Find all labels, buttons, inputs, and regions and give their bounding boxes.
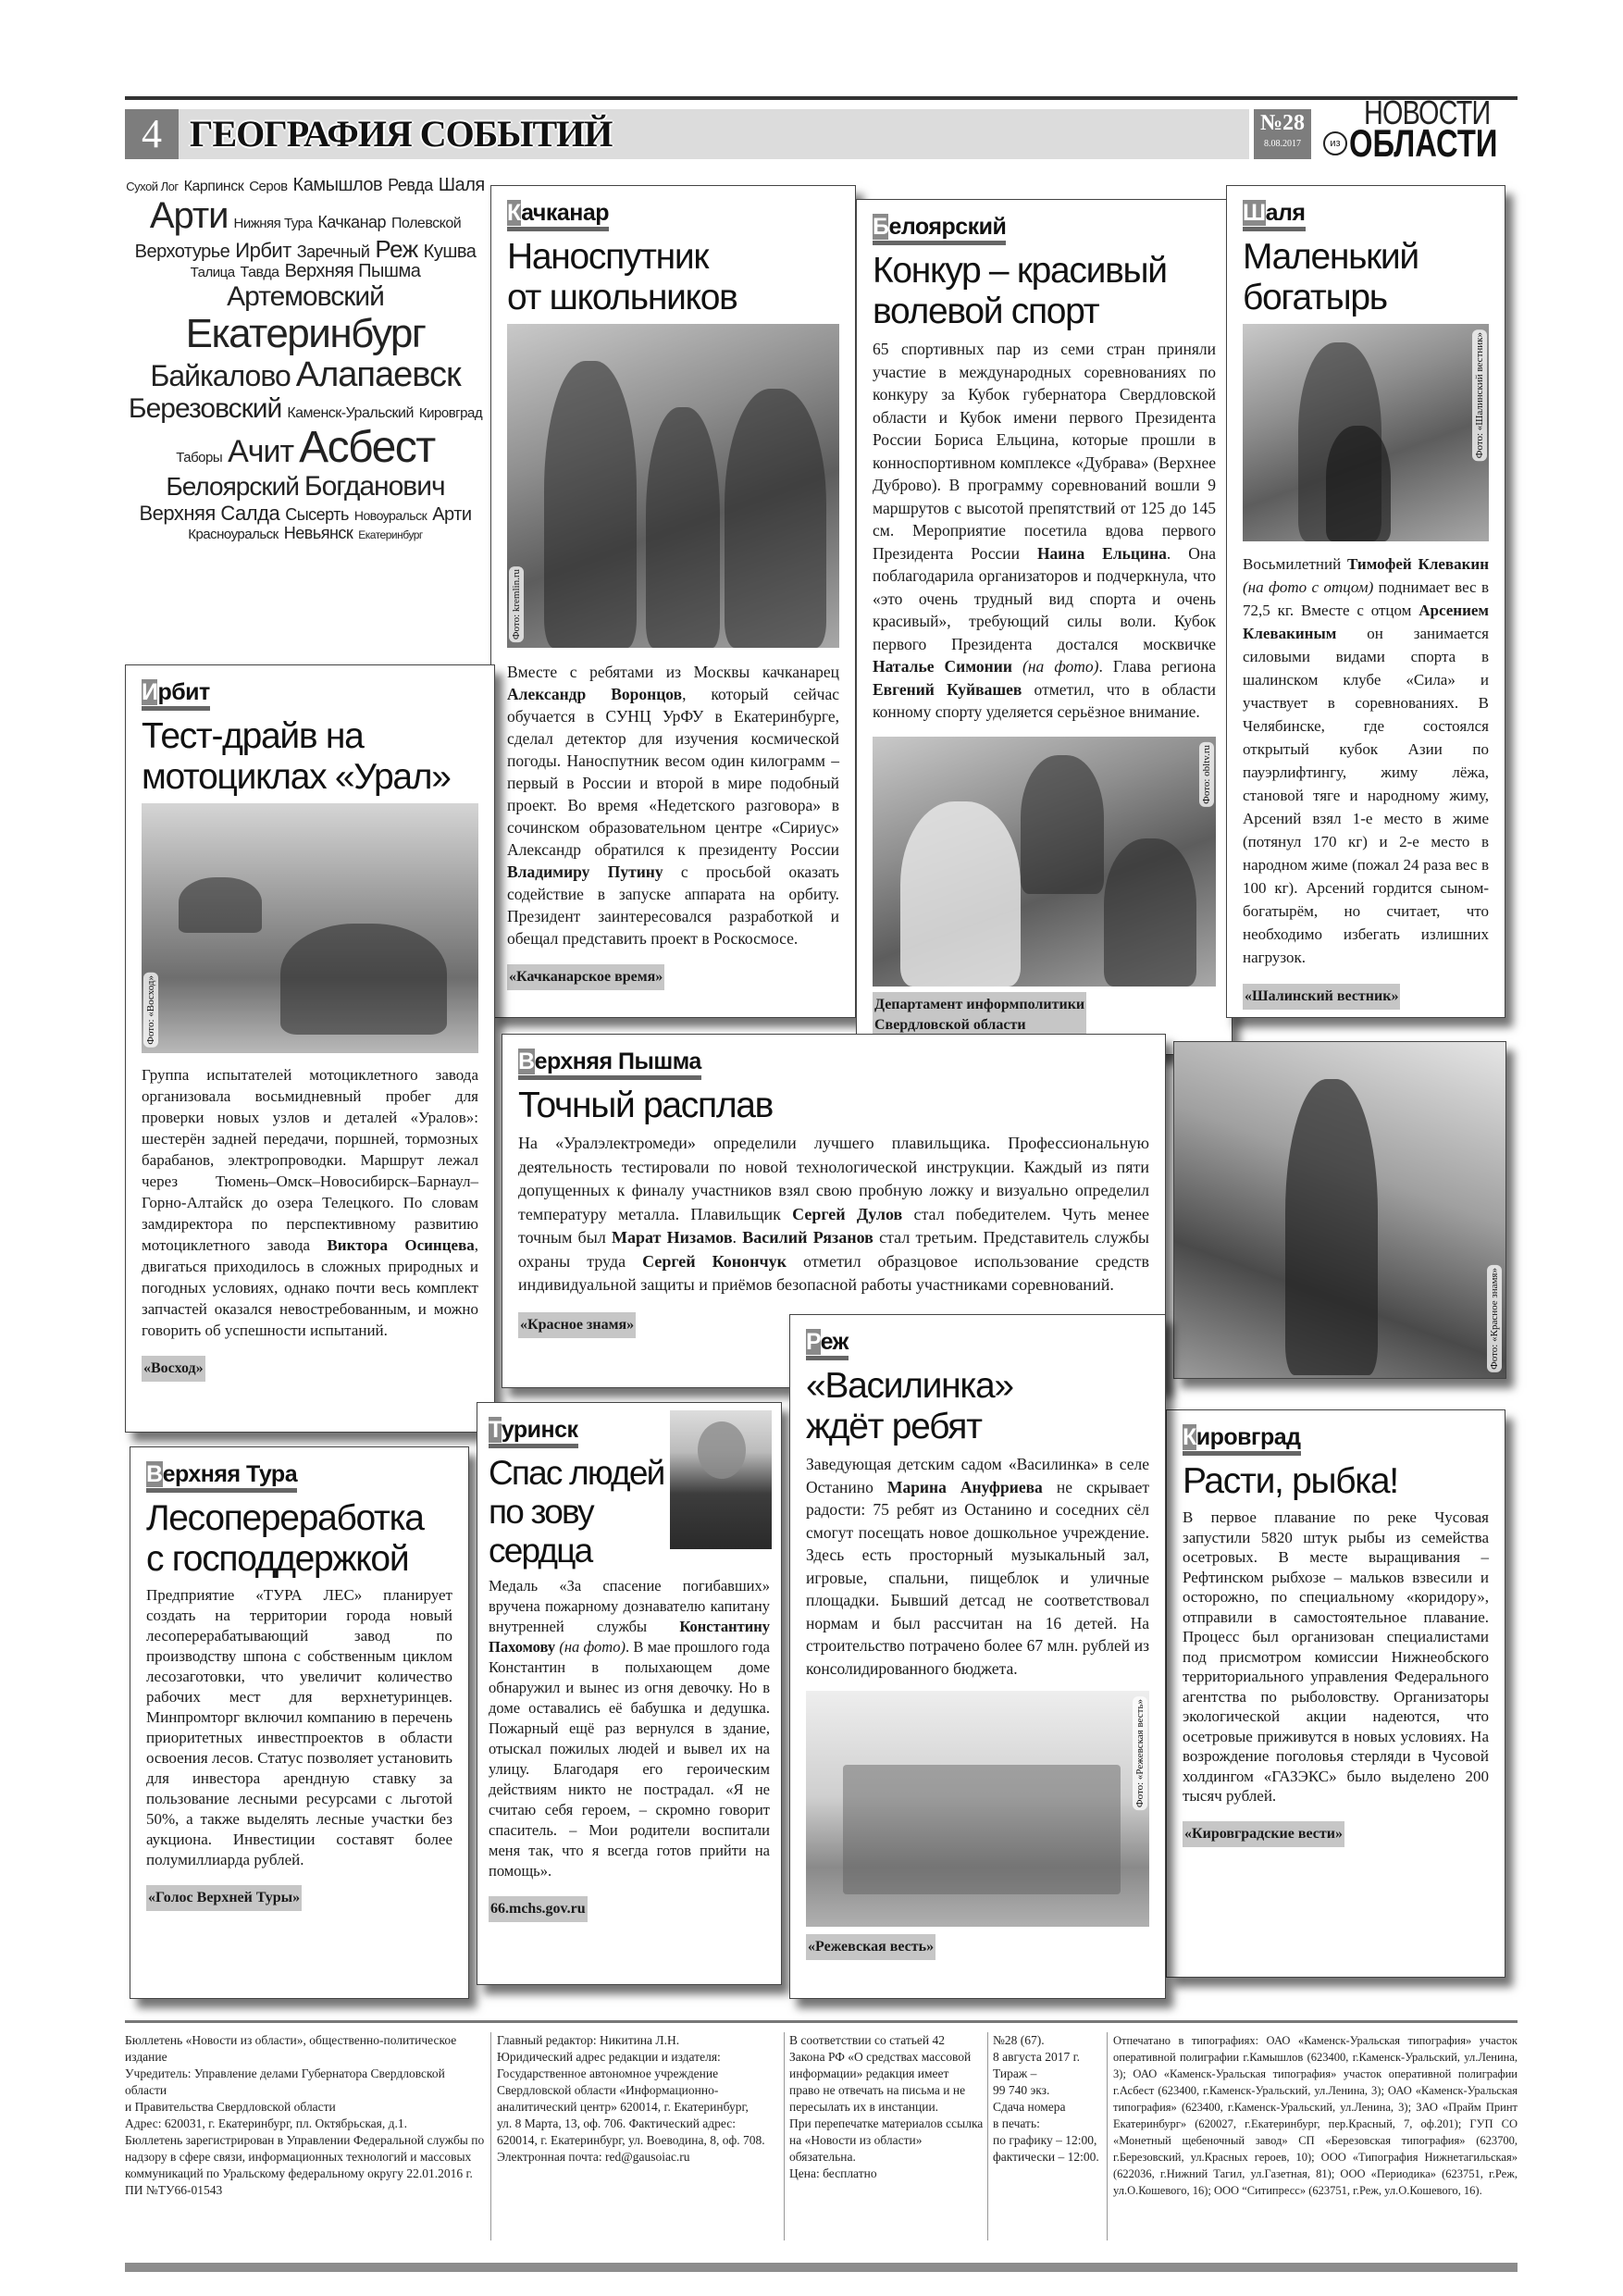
page-number: 4	[125, 109, 179, 159]
imprint-line: Учредитель: Управление делами Губернатора Свердловской области	[125, 2066, 445, 2097]
imprint-line: Сдача номера	[993, 2100, 1066, 2114]
town-label: Верхняя Пышма	[518, 1048, 701, 1080]
imprint-editor	[497, 2032, 779, 2166]
article-body	[142, 1064, 478, 1341]
italic-note: (на фото)	[1022, 657, 1099, 676]
imprint-line: ПИ №ТУ66-01543	[125, 2183, 223, 2197]
text-run: стал победителем. Чуть менее точным был	[518, 1204, 1149, 1247]
bold-name: Сергей Конончук	[642, 1251, 787, 1271]
source-label: Департамент информполитики Свердловской области	[873, 992, 1086, 1038]
logo-top: НОВОСТИ	[1364, 93, 1491, 131]
imprint-line: и Правительства Свердловской области	[125, 2100, 336, 2114]
photo-kindergarten	[806, 1691, 1149, 1927]
divider	[490, 2032, 491, 2240]
imprint-line: Цена: бесплатно	[789, 2166, 877, 2180]
bold-name: Арсением Клевакиным	[1243, 602, 1489, 642]
imprint-line: 99 740 экз.	[993, 2083, 1050, 2097]
bold-name: Тимофей Клевакин	[1347, 555, 1489, 573]
town-label: Туринск	[489, 1416, 578, 1448]
source-label: «Восход»	[142, 1356, 205, 1382]
town-label: Верхняя Тура	[146, 1460, 297, 1493]
cloud-word: Верхняя Пышма	[284, 261, 421, 282]
imprint-line: информации» редакция имеет	[789, 2066, 949, 2080]
town-label: Белоярский	[873, 213, 1006, 245]
text-run: Заведующая детским садом «Василинка» в селе Останино	[806, 1455, 1149, 1496]
cloud-word: Нижняя Тура	[233, 215, 313, 231]
article-body	[507, 661, 839, 949]
cloud-word: Арти	[432, 503, 472, 525]
italic-note: (на фото)	[559, 1638, 626, 1656]
article-beloyarsky	[856, 199, 1233, 1055]
town-label: Шаля	[1243, 199, 1306, 231]
imprint-legal	[789, 2032, 985, 2182]
headline: Тест-драйв на мотоциклах «Урал»	[142, 716, 451, 797]
text-run	[1012, 657, 1022, 676]
article-turinsk	[477, 1402, 782, 1985]
cloud-word: Асбест	[299, 423, 435, 473]
imprint-line: Государственное автономное учреждение	[497, 2066, 719, 2080]
article-body	[146, 1585, 452, 1870]
imprint-line: Отпечатано в типографиях: ОАО «Каменск-Уральская типография» участок оперативной полиграфии г.Камышлов (623400, г.Каменск-Уральский, ул.Ленина, 3); ОАО «Каменск-Уральская типография» участок оперативной полиграфии г.Асбест (623400, г.Каменск-Уральский, ул.Ленина, 3); ОАО «Каменск-Уральская типография» (623400, г.Каменск-Уральский, ул.Ленина, 3); ЗАО «Прайм Принт Екатеринбург» (620027, г.Екатеринбург, пер.Красный, 7, оф.201); ГУП СО «Монетный щебеночный завод» СП «Березовская типография» (623700, г.Березовский, ул.Красных героев, 10); ООО «Типография Нижнетагильская» (622036, г.Нижний Тагил, ул.Газетная, 81); ООО «Периодика» (623751, г.Реж, ул.О.Кошевого, 16); ООО “Ситипресс» (623751, г.Реж, ул.О.Кошевого, 16).	[1113, 2034, 1518, 2197]
cloud-word: Екатеринбург	[358, 528, 423, 542]
text-run: 65 спортивных пар из семи стран приняли участие в международных соревнованиях по конкуру за Кубок губернатора Свердловской области и Кубок имени первого Президента России Бориса Ельцина, которые прошли в конноспортивном комплексе «Дубрава» (Верхнее Дуброво). В программу соревнований вошли 9 маршрутов с высотой препятствий от 125 до 145 см. Мероприятие посетила вдова первого Президента России	[873, 340, 1216, 563]
imprint-line: Бюллетень зарегистрирован в Управлении Федеральной службы по	[125, 2133, 485, 2147]
cloud-word: Артемовский	[227, 280, 384, 312]
imprint-line: 620014, г. Екатеринбург, ул. Воеводина, 8, оф. 708.	[497, 2133, 765, 2147]
source-label[interactable]: 66.mchs.gov.ru	[489, 1896, 588, 1922]
imprint-line: Свердловской области «Информационно-	[497, 2083, 719, 2097]
headline: «Василинка» ждёт ребят	[806, 1366, 1013, 1446]
bold-name: Сергей Дулов	[792, 1204, 903, 1223]
photo-credit: Фото: «Красное знамя»	[1487, 1265, 1502, 1372]
photo-credit: Фото: obltv.ru	[1199, 742, 1214, 807]
cloud-word: Реж	[375, 234, 418, 263]
newspaper-logo	[1316, 93, 1518, 165]
cloud-word: Карпинск	[183, 179, 244, 194]
imprint-line: аналитический центр» 620014, г. Екатеринбург,	[497, 2100, 749, 2114]
cloud-word: Богданович	[304, 471, 445, 503]
imprint-line: Электронная почта: red@gausoiac.ru	[497, 2150, 690, 2164]
bold-name: Александр Воронцов	[507, 685, 683, 703]
cloud-word: Каменск-Уральский	[287, 404, 414, 421]
headline: Маленький богатырь	[1243, 237, 1419, 317]
cloud-word: Ачит	[228, 434, 294, 470]
text-run: На «Уралэлектромеди» определили лучшего плавильщика. Профессиональную деятельность тестировали по новой технологической инструкции. Каждый из пяти допущенных к финалу участников взял свою пробную ложку и визуально определил температуру металла. Плавильщик	[518, 1134, 1149, 1223]
section-title: ГЕОГРАФИЯ СОБЫТИЙ	[190, 113, 613, 155]
cloud-word: Полевской	[391, 215, 462, 231]
imprint-printers	[1113, 2032, 1518, 2199]
cloud-word: Ирбит	[235, 238, 291, 262]
top-rule	[125, 96, 1518, 100]
bold-name: Наталье Симонии	[873, 657, 1012, 676]
town-label: Ирбит	[142, 678, 210, 711]
town-word-cloud	[125, 176, 486, 662]
source-label: «Голос Верхней Туры»	[146, 1885, 302, 1911]
photo-weightlifting	[1243, 324, 1489, 541]
text-run: , двигаться приходилось в сложных природных и погодных условиях, однако почти весь комплект запчастей оказался невостребованным, и можно говорить об успешности испытаний.	[142, 1236, 478, 1339]
article-kirovgrad	[1166, 1409, 1505, 1978]
photo-credit: Фото: «Режевская весть»	[1133, 1696, 1147, 1810]
cloud-word: Белоярский	[166, 472, 299, 502]
text-run: В первое плавание по реке Чусовая запустили 5820 штук рыбы из семейства осетровых. В месте выращивания – Рефтинском рыбхозе – мальков взвесили и осторожно, по специальному «коридору», отправили в самостоятельное плавание. Процесс был организован специалистами под присмотром комиссии Нижнеобского территориального управления Федерального агентства по рыболовству. Организаторы экологической акции надеются, что осетровые приживутся в новых условиях. На возрождение поголовья стерляди в Чусовой холдингом «ГАЗЭКС» было выделено 200 тысяч рублей.	[1183, 1508, 1489, 1805]
imprint-issue	[993, 2032, 1106, 2166]
cloud-word: Камышлов	[292, 175, 383, 195]
text-run: не скрывает радости: 75 ребят из Останино и соседних сёл смогут посещать новое дошкольное учреждение. Здесь есть просторный музыкальный зал, игровые, спальни, пищеблок и уличные площадки. Бывший детсад не соответствовал нормам и был рассчитан на 16 детей. На строительство потрачено более 67 млн. рублей из консолидированного бюджета.	[806, 1477, 1150, 1678]
article-body	[806, 1453, 1149, 1680]
headline: Спас людей по зову сердца	[489, 1454, 664, 1570]
photo-firefighter-portrait	[670, 1410, 772, 1549]
italic-note: (на фото с отцом)	[1243, 578, 1374, 596]
bold-name: Наина Ельцина	[1036, 543, 1167, 563]
text-run: . В мае прошлого года Константин в полыхающем доме обнаружил и вынес из огня девочку. Но в доме оставались её бабушка и дедушка. Пожарный ещё раз вернулся в здание, отыскал пожилых людей и вывел их на улицу. Благодаря его героическим действиям никто не пострадал. «Я не считаю себя героем, – скромно говорит спаситель. – Мои родители воспитали меня так, что я всегда готов прийти на помощь».	[489, 1638, 771, 1880]
photo-students-with-president	[507, 324, 839, 648]
cloud-word: Качканар	[317, 212, 387, 231]
text-run: Медаль «За спасение погибавших» вручена пожарному дознавателю капитану внутренней службы	[489, 1577, 770, 1635]
headline: Лесопереработка с господдержкой	[146, 1498, 424, 1579]
imprint-line: При перепечатке материалов ссылка	[789, 2116, 984, 2130]
article-kachkanar	[490, 185, 856, 1018]
source-label: «Красное знамя»	[518, 1312, 636, 1338]
text-run: Восьмилетний	[1243, 555, 1348, 573]
text-run: с просьбой оказать содействие в запуске аппарата на орбиту. Президент заинтересовался разработкой и обещал представить проект в Роскосмосе.	[507, 863, 839, 948]
imprint-line: пересылать их в инстанции.	[789, 2100, 939, 2114]
imprint-line: коммуникаций по Уральскому федеральному округу 22.01.2016 г.	[125, 2166, 473, 2180]
bold-name: Константину Пахомову	[489, 1618, 770, 1656]
text-run: стал третьим. Представитель службы охраны труда	[518, 1228, 1150, 1271]
divider	[1107, 2032, 1108, 2240]
cloud-word: Сухой Лог	[126, 180, 179, 193]
imprint-line: В соответствии со статьей 42	[789, 2033, 945, 2047]
imprint-line: Главный редактор: Никитина Л.Н.	[497, 2033, 680, 2047]
text-run: .	[732, 1228, 743, 1247]
cloud-word: Красноуральск	[188, 527, 279, 543]
cloud-word: Верхотурье	[134, 241, 230, 262]
imprint-line: Юридический адрес редакции и издателя:	[497, 2050, 721, 2064]
cloud-word: Сысерть	[285, 504, 349, 524]
text-run: . Глава региона	[1098, 657, 1217, 676]
cloud-word: Шаля	[438, 175, 485, 195]
divider	[784, 2032, 785, 2240]
bold-name: Марат Низамов	[612, 1228, 733, 1247]
article-body	[873, 338, 1216, 724]
article-verkhnyaya-tura	[130, 1446, 469, 1999]
cloud-word: Новоуральск	[353, 507, 427, 523]
imprint-line: №28 (67).	[993, 2033, 1045, 2047]
bottom-bar	[125, 2263, 1518, 2272]
text-run: отметил, что в области конному спорту уделяется серьёзное внимание.	[873, 679, 1217, 721]
bold-name: Марина Ануфриева	[886, 1477, 1043, 1496]
cloud-word: Кировград	[418, 404, 483, 421]
cloud-word: Тавда	[240, 265, 279, 281]
text-run: Предприятие «ТУРА ЛЕС» планирует создать на территории города новый лесоперерабатывающий завод по производству шпона с собственным циклом лесозаготовки, что увеличит количество рабочих мест для верхнетуринцев. Минпромторг включил компанию в перечень приоритетных инвестпроектов в области освоения лесов. Статус позволяет установить для инвестора арендную ставку за пользование лесными ресурсами с льготой 50%, а также выделять лесные участки без аукциона. Инвестиции составят более полумиллиарда рублей.	[146, 1586, 452, 1868]
bold-name: Евгений Куйвашев	[873, 679, 1022, 699]
bold-name: Василий Рязанов	[742, 1228, 873, 1247]
cloud-word: Ревда	[388, 176, 433, 194]
cloud-word: Таборы	[176, 450, 223, 466]
town-label: Качканар	[507, 199, 609, 231]
photo-credit: Фото: «Восход»	[143, 973, 158, 1048]
town-label: Кировград	[1183, 1423, 1301, 1456]
imprint-line: Закона РФ «О средствах массовой	[789, 2050, 972, 2064]
photo-motorcycles	[142, 803, 478, 1053]
cloud-word: Березовский	[128, 392, 282, 424]
imprint-line: право не отвечать на письма и не	[789, 2083, 966, 2097]
imprint-line: Адрес: 620031, г. Екатеринбург, пл. Октябрьская, д.1.	[125, 2116, 407, 2130]
cloud-word: Екатеринбург	[185, 311, 426, 357]
imprint-line: Тираж –	[993, 2066, 1037, 2080]
photo-credit: Фото: «Шалинский вестник»	[1472, 329, 1487, 461]
cloud-word: Верхняя Салда	[139, 501, 280, 525]
imprint-line: 8 августа 2017 г.	[993, 2050, 1080, 2064]
text-run: , который сейчас обучается в СУНЦ УрФУ в Екатеринбурге, сделал детектор для изучения космической погоды. Наноспутник весом один килограмм – первый в России и второй в мире подобный проект. Во время «Недетского разговора» в сочинском образовательном центре «Сириус» Александр обратился к президенту России	[507, 685, 840, 859]
imprint-line: в печать:	[993, 2116, 1040, 2130]
logo-bottom: ОБЛАСТИ	[1349, 121, 1498, 165]
article-rezh	[789, 1314, 1166, 1999]
footer-rule	[125, 2020, 1518, 2023]
cloud-word: Арти	[149, 194, 229, 236]
imprint-line: фактически – 12:00.	[993, 2150, 1099, 2164]
headline: Расти, рыбка!	[1183, 1461, 1398, 1501]
cloud-word: Невьянск	[283, 524, 353, 543]
cloud-word: Алапаевск	[295, 354, 461, 394]
headline: Точный расплав	[518, 1086, 774, 1125]
cloud-word: Талица	[190, 265, 235, 281]
article-body	[489, 1576, 770, 1881]
text-run: он занимается силовыми видами спорта в шалинском клубе «Сила» и участвует в соревнованиях. В Челябинске, где состоялся открытый кубок Азии по пауэрлифтингу, жиму лёжа, становой тяге и народному жиму, Арсений взял 1-е место в жиме (потянул 170 кг) и 2-е место в народном жиме (пожал 24 раза вес в 100 кг). Арсений гордится сыном-богатырём, но считает, что необходимо избегать излишних нагрузок.	[1243, 625, 1489, 966]
bold-name: Владимиру Путину	[507, 863, 663, 881]
headline: Наноспутник от школьников	[507, 237, 737, 317]
imprint-line: ул. 8 Марта, 13, оф. 706. Фактический адрес:	[497, 2116, 736, 2130]
article-irbit	[125, 664, 495, 1433]
imprint-line: надзору в сфере связи, информационных технологий и массовых	[125, 2150, 472, 2164]
text-run: Вместе с ребятами из Москвы качканарец	[507, 663, 839, 681]
text-run: поднимает вес в 72,5 кг. Вместе с отцом	[1243, 578, 1489, 619]
cloud-word: Серов	[249, 179, 288, 194]
headline: Конкур – красивый волевой спорт	[873, 251, 1167, 331]
article-body	[518, 1132, 1149, 1297]
article-shalya	[1226, 185, 1505, 1018]
issue-badge	[1254, 109, 1311, 159]
source-label: «Шалинский вестник»	[1243, 984, 1400, 1010]
source-label: «Качканарское время»	[507, 964, 664, 990]
issue-number: №28	[1259, 111, 1306, 135]
divider	[987, 2032, 988, 2240]
photo-equestrian	[873, 737, 1216, 987]
article-body	[1243, 552, 1489, 969]
cloud-word: Байкалово	[150, 358, 291, 392]
source-label: «Режевская весть»	[806, 1934, 935, 1960]
town-label: Реж	[806, 1328, 849, 1360]
article-body	[1183, 1508, 1489, 1806]
bold-name: Виктора Осинцева	[327, 1236, 475, 1254]
photo-smelter-worker	[1173, 1041, 1506, 1379]
issue-date: 8.08.2017	[1264, 139, 1301, 149]
logo-middle: из	[1323, 131, 1347, 155]
cloud-word: Кушва	[423, 241, 477, 262]
text-run: . Она поблагодарила организаторов и подчеркнула, что «это очень трудный вид спорта и очень красивый», требующий силы воли. Кубок первого Президента достался москвичке	[873, 543, 1216, 653]
photo-credit: Фото: kremlin.ru	[509, 566, 524, 642]
imprint-line: Бюллетень «Новости из области», общественно-политическое издание	[125, 2033, 457, 2064]
imprint-publisher	[125, 2032, 486, 2199]
text-run: Группа испытателей мотоциклетного завода организовала восьмидневный пробег для проверки новых узлов и деталей «Уралов»: шестерён задней передачи, поршней, тормозных барабанов, электропроводки. Маршрут лежал через Тюмень–Омск–Новосибирск–Барнаул–Горно-Алтайск до озера Телецкого. По словам замдиректора по перспективному развитию мотоциклетного завода	[142, 1066, 478, 1254]
text-run: отметил образцовое использование средств индивидуальной защиты и приёмов безопасной работы участниками соревнований.	[518, 1251, 1149, 1294]
source-label: «Кировградские вести»	[1183, 1821, 1344, 1847]
cloud-word: Заречный	[296, 242, 370, 261]
imprint-line: на «Новости из области» обязательна.	[789, 2133, 923, 2164]
imprint-line: по графику – 12:00,	[993, 2133, 1097, 2147]
